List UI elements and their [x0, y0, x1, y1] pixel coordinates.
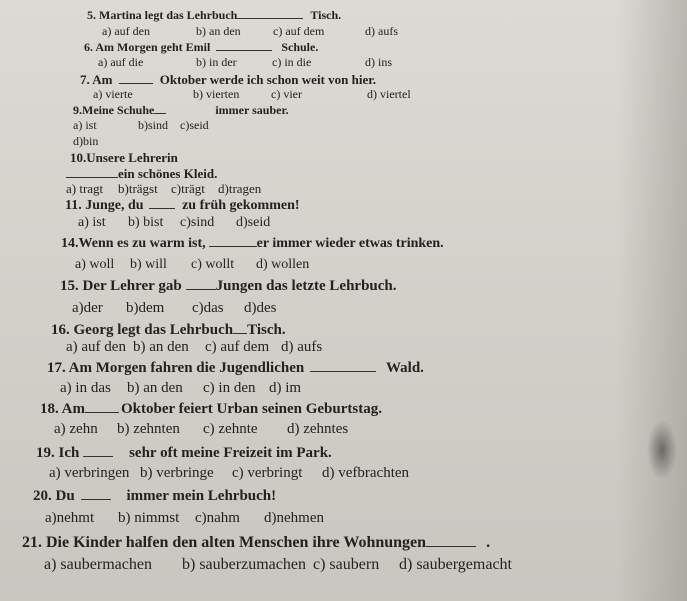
- option[interactable]: d) viertel: [367, 87, 411, 101]
- option[interactable]: d) aufs: [281, 339, 323, 355]
- answer-blank[interactable]: [149, 208, 175, 209]
- answer-blank[interactable]: [66, 177, 118, 178]
- option[interactable]: b) an den: [127, 380, 183, 396]
- option[interactable]: b)sind: [138, 118, 168, 132]
- ink-smudge: [647, 420, 677, 480]
- answer-blank[interactable]: [186, 289, 216, 290]
- option[interactable]: d)bin: [73, 134, 99, 148]
- answer-blank[interactable]: [233, 333, 247, 334]
- option[interactable]: d) zehntes: [287, 421, 349, 437]
- option[interactable]: c) auf dem: [205, 339, 270, 355]
- answer-blank[interactable]: [426, 546, 476, 547]
- option[interactable]: a) zehn: [54, 421, 98, 437]
- option[interactable]: c) zehnte: [203, 421, 258, 437]
- option[interactable]: b) verbringe: [140, 465, 214, 481]
- option[interactable]: c)seid: [180, 118, 209, 132]
- question-10: ein schönes Kleid.: [66, 166, 217, 182]
- option[interactable]: b) will: [130, 257, 167, 272]
- option[interactable]: c) wollt: [191, 257, 235, 272]
- question-14: 14.Wenn es zu warm ist, er immer wieder etwas trinken.: [61, 236, 444, 251]
- answer-blank[interactable]: [154, 113, 166, 114]
- answer-blank[interactable]: [237, 18, 303, 19]
- option[interactable]: d)nehmen: [264, 510, 324, 526]
- option[interactable]: a) saubermachen: [44, 556, 152, 573]
- option[interactable]: b) bist: [128, 215, 164, 230]
- option[interactable]: b) nimmst: [118, 510, 180, 526]
- option[interactable]: c) verbringt: [232, 465, 303, 481]
- option[interactable]: c) vier: [271, 87, 302, 101]
- option[interactable]: b) sauberzumachen: [182, 556, 306, 573]
- answer-blank[interactable]: [85, 412, 119, 413]
- option[interactable]: a) auf den: [66, 339, 126, 355]
- option[interactable]: a) ist: [73, 118, 97, 132]
- answer-blank[interactable]: [310, 371, 376, 372]
- option[interactable]: b) vierten: [193, 87, 240, 101]
- question-21: 21. Die Kinder halfen den alten Menschen ihre Wohnungen .: [22, 534, 491, 551]
- option[interactable]: d) im: [269, 380, 302, 396]
- option[interactable]: c)das: [192, 300, 224, 316]
- option[interactable]: c)trägt: [171, 181, 205, 196]
- option[interactable]: b)dem: [126, 300, 165, 316]
- option[interactable]: d) aufs: [365, 24, 398, 38]
- answer-blank[interactable]: [81, 499, 111, 500]
- option[interactable]: a) verbringen: [49, 465, 130, 481]
- option[interactable]: c) in den: [203, 380, 256, 396]
- option[interactable]: a)nehmt: [45, 510, 95, 526]
- option[interactable]: a) vierte: [93, 87, 133, 101]
- option[interactable]: b) zehnten: [117, 421, 180, 437]
- page-shadow: [617, 0, 687, 601]
- option[interactable]: d) saubergemacht: [399, 556, 512, 573]
- question-20: 20. Du immer mein Lehrbuch!: [33, 488, 277, 504]
- option[interactable]: a) tragt: [66, 181, 104, 196]
- question-17: 17. Am Morgen fahren die Jugendlichen Wald.: [47, 360, 424, 376]
- option[interactable]: b) in der: [196, 55, 237, 69]
- question-9: 9.Meine Schuhe immer sauber.: [73, 103, 289, 117]
- answer-blank[interactable]: [119, 83, 153, 84]
- question-18: 18. Am Oktober feiert Urban seinen Geburtstag.: [40, 401, 382, 417]
- question-5: 5. Martina legt das Lehrbuch Tisch.: [87, 8, 342, 22]
- question-15: 15. Der Lehrer gab Jungen das letzte Lehrbuch.: [60, 278, 397, 294]
- answer-blank[interactable]: [216, 50, 272, 51]
- option[interactable]: b) an den: [133, 339, 189, 355]
- option[interactable]: a)der: [72, 300, 103, 316]
- option[interactable]: a) woll: [75, 257, 115, 272]
- option[interactable]: d)des: [244, 300, 277, 316]
- option[interactable]: a) in das: [60, 380, 111, 396]
- option[interactable]: d) ins: [365, 55, 392, 69]
- question-19: 19. Ich sehr oft meine Freizeit im Park.: [36, 445, 332, 461]
- option[interactable]: a) ist: [78, 215, 106, 230]
- answer-blank[interactable]: [83, 456, 113, 457]
- option[interactable]: d) vefbrachten: [322, 465, 410, 481]
- option[interactable]: d)tragen: [218, 181, 262, 196]
- question-7: 7. Am Oktober werde ich schon weit von hier.: [80, 72, 377, 87]
- option[interactable]: c)nahm: [195, 510, 240, 526]
- answer-blank[interactable]: [209, 246, 257, 247]
- option[interactable]: c) saubern: [313, 556, 380, 573]
- option[interactable]: c) auf dem: [273, 24, 325, 38]
- option[interactable]: d)seid: [236, 215, 271, 230]
- option[interactable]: a) auf die: [98, 55, 144, 69]
- option[interactable]: c) in die: [272, 55, 312, 69]
- option[interactable]: b) an den: [196, 24, 241, 38]
- question-10-title: 10.Unsere Lehrerin: [70, 150, 178, 165]
- option[interactable]: a) auf den: [102, 24, 150, 38]
- question-16: 16. Georg legt das Lehrbuch Tisch.: [51, 322, 286, 338]
- question-11: 11. Junge, du zu früh gekommen!: [65, 198, 300, 213]
- question-6: 6. Am Morgen geht Emil Schule.: [84, 40, 319, 54]
- option[interactable]: d) wollen: [256, 257, 310, 272]
- option[interactable]: b)trägst: [118, 181, 158, 196]
- option[interactable]: c)sind: [180, 215, 215, 230]
